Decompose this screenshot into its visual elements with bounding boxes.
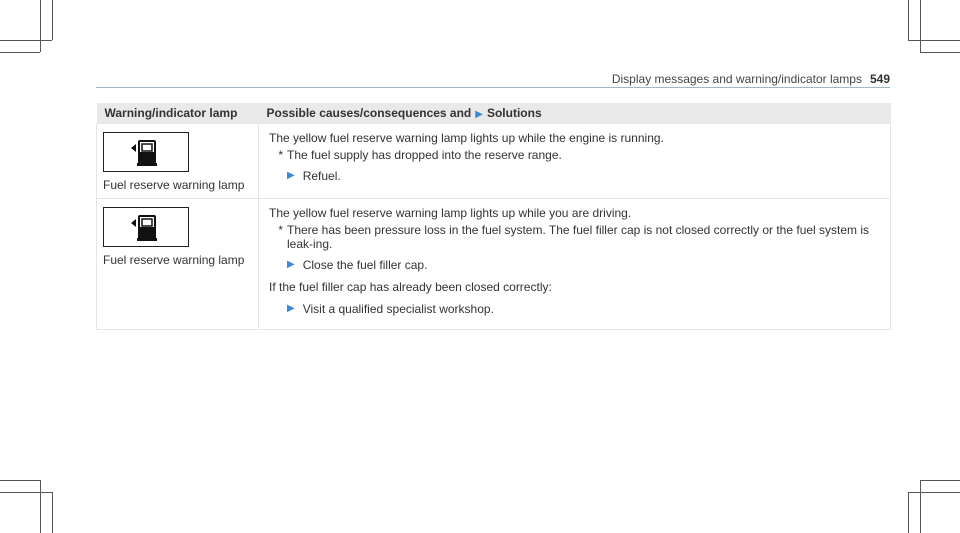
col-header-causes — [259, 103, 891, 124]
page-number: 549 — [869, 72, 890, 86]
description-text: The yellow fuel reserve warning lamp lights up while you are driving. — [269, 206, 632, 220]
crop-mark — [0, 492, 52, 493]
crop-mark — [920, 52, 960, 53]
crop-mark — [52, 0, 53, 40]
crop-mark — [908, 0, 909, 40]
col-header-solutions-text: Solutions — [486, 106, 542, 120]
table-row — [97, 199, 891, 330]
action-step — [287, 168, 880, 184]
crop-mark — [40, 0, 41, 52]
bullet-star-icon: * — [278, 148, 283, 162]
fuel-pump-icon — [103, 207, 189, 247]
crop-mark — [920, 0, 921, 52]
crop-mark — [908, 40, 960, 41]
fuel-pump-icon — [103, 132, 189, 172]
section-title: Display messages and warning/indicator lamps — [611, 72, 862, 86]
arrow-right-icon: ▶ — [287, 259, 295, 270]
cause-note — [269, 148, 880, 162]
action-step — [287, 257, 880, 273]
arrow-right-icon: ▶ — [287, 303, 295, 314]
bullet-star-icon: * — [278, 223, 283, 237]
description-cell — [259, 124, 891, 199]
description-cell — [259, 199, 891, 330]
lamp-cell — [97, 199, 259, 330]
header-rule — [96, 87, 890, 88]
followup-text: If the fuel filler cap has already been closed correctly: — [269, 280, 552, 294]
description-text: The yellow fuel reserve warning lamp lights up while the engine is running. — [269, 131, 664, 145]
crop-mark — [0, 52, 40, 53]
cause-note-text: There has been pressure loss in the fuel system. The fuel filler cap is not closed correctly or the fuel system is leak-ing. — [287, 223, 870, 251]
crop-mark — [908, 492, 960, 493]
cause-note-text: The fuel supply has dropped into the reserve range. — [287, 148, 562, 162]
crop-mark — [52, 492, 53, 533]
crop-mark — [908, 492, 909, 533]
crop-mark — [920, 480, 960, 481]
lamp-cell — [97, 124, 259, 199]
crop-mark — [0, 480, 40, 481]
lamp-label: Fuel reserve warning lamp — [103, 253, 245, 267]
warning-lamp-table — [96, 103, 891, 330]
page-header — [612, 72, 890, 86]
crop-mark — [0, 40, 52, 41]
col-header-causes-text: Possible causes/consequences and — [266, 106, 472, 120]
arrow-right-icon: ▶ — [287, 170, 295, 181]
table-row — [97, 124, 891, 199]
lamp-label: Fuel reserve warning lamp — [103, 178, 245, 192]
table-header-row — [97, 103, 891, 124]
col-header-lamp: Warning/indicator lamp — [97, 103, 259, 124]
action-text: Refuel. — [302, 169, 341, 183]
crop-mark — [40, 480, 41, 533]
action-text: Visit a qualified specialist workshop. — [302, 302, 494, 316]
action-text: Close the fuel filler cap. — [302, 258, 428, 272]
cause-note — [269, 223, 880, 251]
action-step — [287, 301, 880, 317]
crop-mark — [920, 480, 921, 533]
arrow-right-icon: ▶ — [475, 109, 483, 120]
